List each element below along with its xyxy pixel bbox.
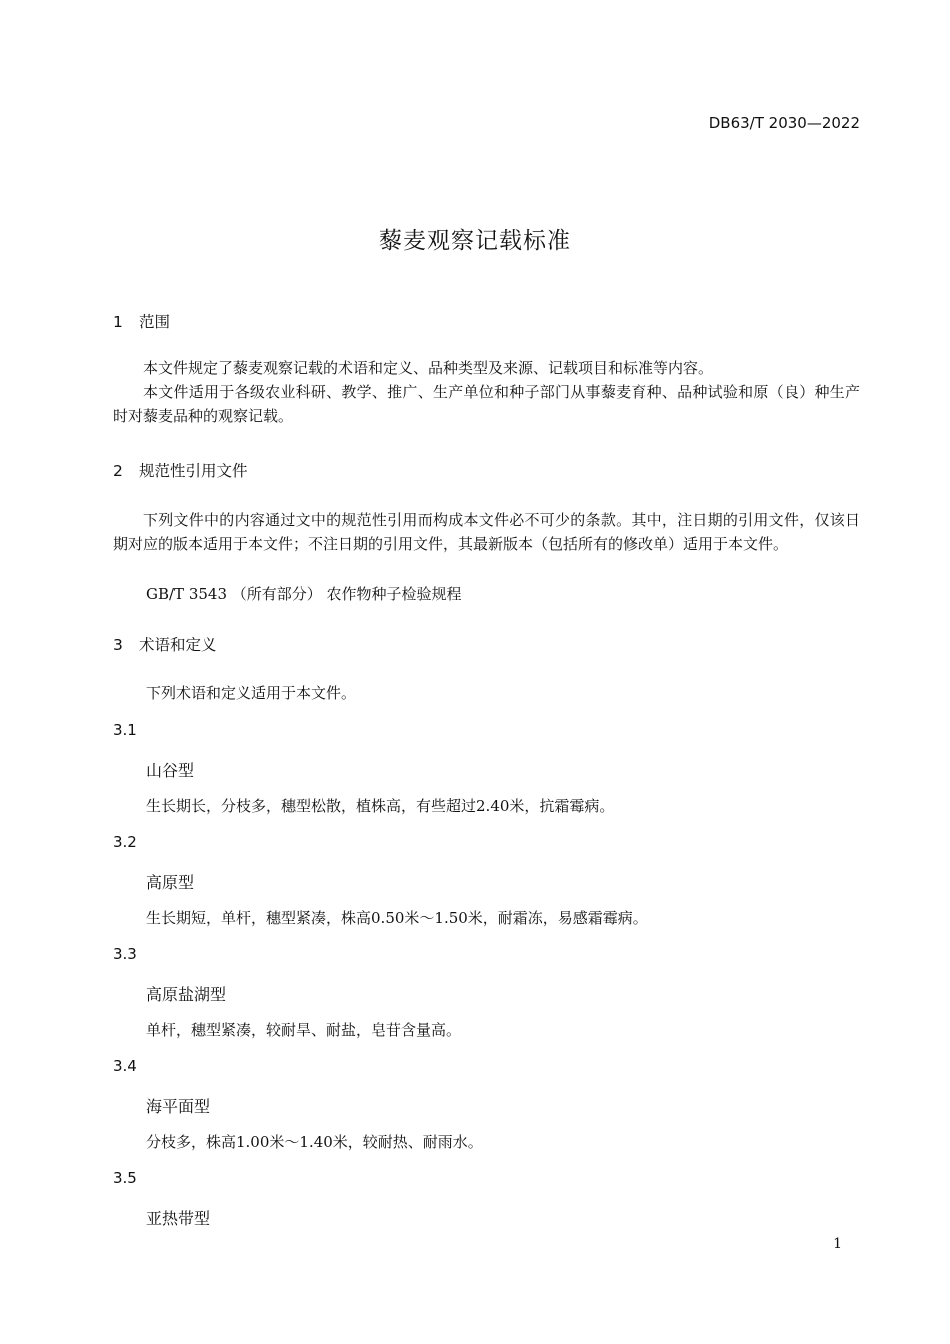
term-definition: 生长期长，分枝多，穗型松散，植株高，有些超过2.40米，抗霜霉病。 [146,797,615,815]
term-definition: 单杆，穗型紧凑，较耐旱、耐盐，皂苷含量高。 [146,1021,462,1039]
page-number: 1 [833,1236,842,1252]
term-definition: 分枝多，株高1.00米～1.40米，较耐热、耐雨水。 [146,1133,483,1151]
section-heading-2 [113,459,248,481]
document-code: DB63/T 2030—2022 [708,114,860,132]
term-number: 3.4 [113,1057,137,1075]
paragraph: 下列文件中的内容通过文中的规范性引用而构成本文件必不可少的条款。其中，注日期的引用文件，仅该日期对应的版本适用于本文件；不注日期的引用文件，其最新版本（包括所有的修改单）适用于本文件。 [113,511,860,553]
section-title: 术语和定义 [139,636,217,654]
section-number: 3 [113,636,123,654]
document-title: 藜麦观察记载标准 [379,228,571,254]
section-title: 范围 [139,313,171,331]
section-3-intro: 下列术语和定义适用于本文件。 [146,684,357,702]
term-name: 高原盐湖型 [146,985,227,1004]
term-name: 高原型 [146,873,195,892]
section-number: 1 [113,313,123,331]
term-name: 山谷型 [146,761,195,780]
term-number: 3.1 [113,721,137,739]
normative-reference: GB/T 3543 （所有部分） 农作物种子检验规程 [146,585,462,603]
paragraph: 本文件规定了藜麦观察记载的术语和定义、品种类型及来源、记载项目和标准等内容。 [143,359,714,377]
term-definition: 生长期短，单杆，穗型紧凑，株高0.50米～1.50米，耐霜冻，易感霜霉病。 [146,909,648,927]
section-title: 规范性引用文件 [139,462,248,480]
section-heading-3 [113,633,217,655]
term-number: 3.3 [113,945,137,963]
term-number: 3.5 [113,1169,137,1187]
term-number: 3.2 [113,833,137,851]
section-2-body [113,508,860,556]
term-name: 海平面型 [146,1097,211,1116]
section-number: 2 [113,462,123,480]
section-1-body [113,356,860,428]
paragraph: 本文件适用于各级农业科研、教学、推广、生产单位和种子部门从事藜麦育种、品种试验和原（良）种生产时对藜麦品种的观察记载。 [113,383,860,425]
section-heading-1 [113,310,170,332]
term-name: 亚热带型 [146,1209,211,1228]
